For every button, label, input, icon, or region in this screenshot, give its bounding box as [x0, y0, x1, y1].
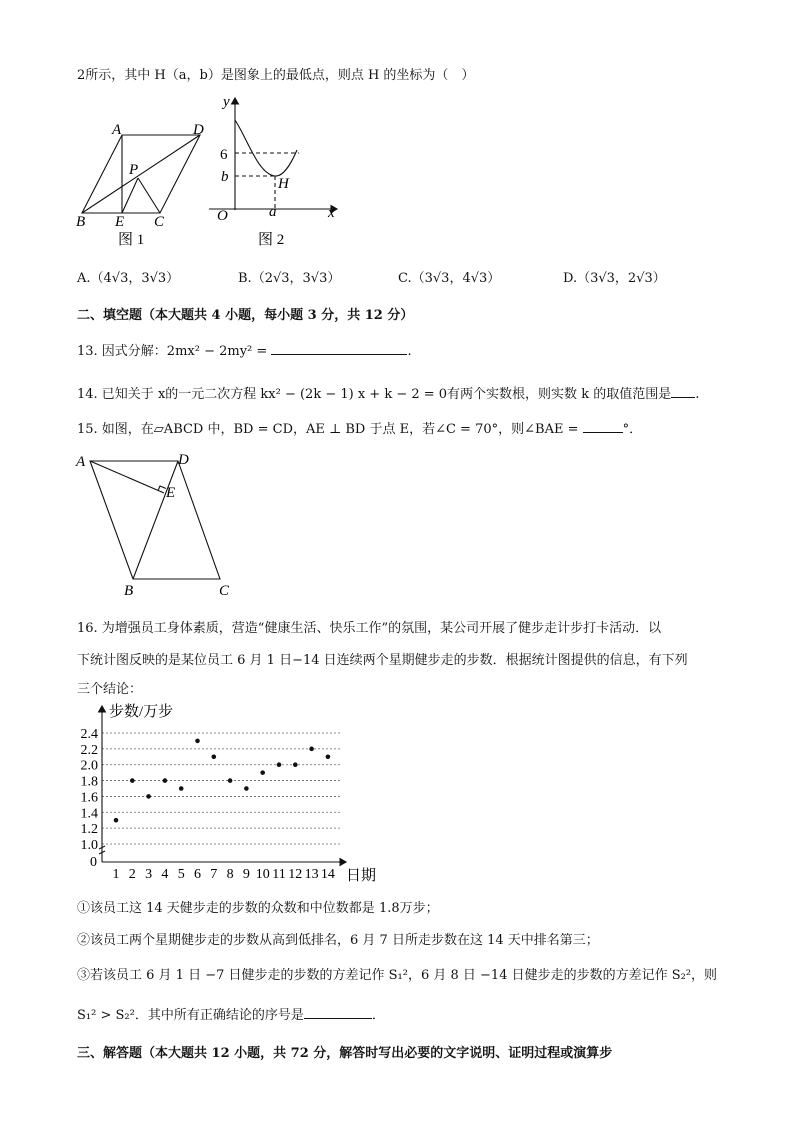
question-15-text: 15. 如图，在▱ABCD 中，BD = CD，AE ⊥ BD 于点 E，若∠C = 70°，则∠BAE = — [77, 422, 579, 437]
option-a-text: （4√3，3√3） — [90, 271, 180, 286]
data-point — [293, 762, 298, 767]
option-a[interactable] — [77, 267, 179, 286]
conclusion-4-end: ． — [371, 1008, 385, 1023]
option-c-letter: C. — [398, 271, 412, 286]
y-tick-label: 1.8 — [80, 774, 98, 790]
x-tick-label: 2 — [128, 867, 136, 882]
x-tick-label: 13 — [304, 867, 319, 882]
x-tick-label: 9 — [242, 867, 250, 882]
q15-point-B-label: B — [124, 583, 134, 599]
conclusion-3: ③若该员工 6 月 1 日 −7 日健步走的步数的方差记作 S₁²，6 月 8 日 −14 日健步走的步数的方差记作 S₂²，则 — [77, 968, 718, 983]
chart-origin-label: 0 — [90, 855, 97, 870]
q15-point-D-label: D — [178, 452, 189, 468]
origin-label: O — [217, 208, 228, 224]
question-16-line-3: 三个结论： — [77, 682, 143, 697]
data-point — [309, 747, 314, 752]
data-point — [146, 794, 151, 799]
data-point — [212, 754, 217, 759]
x-tick-label: 6 — [194, 867, 201, 882]
option-b-letter: B. — [238, 271, 252, 286]
question-15-end: °． — [622, 422, 643, 437]
option-a-letter: A. — [77, 271, 91, 286]
section-2-title: 二、填空题（本大题共 4 小题，每小题 3 分，共 12 分） — [77, 308, 414, 323]
x-tick-label: 11 — [272, 867, 286, 882]
tick-b-label: b — [221, 169, 229, 185]
figure-15-parallelogram — [70, 448, 245, 600]
conclusion-4-text: S₁² > S₂²．其中所有正确结论的序号是 — [77, 1008, 304, 1023]
x-tick-label: 12 — [288, 867, 303, 882]
question-14 — [77, 383, 699, 402]
chart-x-label: 日期 — [346, 868, 377, 884]
y-tick-label: 2.0 — [80, 758, 98, 774]
answer-blank-13[interactable] — [271, 354, 407, 355]
chart-y-label: 步数/万步 — [109, 704, 174, 720]
option-d-letter: D. — [563, 271, 578, 286]
y-tick-label: 1.2 — [80, 822, 98, 838]
option-c-text: （3√3，4√3） — [411, 271, 501, 286]
x-tick-label: 7 — [210, 867, 218, 882]
question-15 — [77, 418, 642, 437]
point-E-label: E — [115, 214, 125, 230]
option-b[interactable] — [238, 267, 340, 286]
q15-point-C-label: C — [219, 583, 230, 599]
conclusion-4 — [77, 1004, 385, 1023]
x-axis-label: x — [328, 205, 335, 221]
data-point — [163, 778, 168, 783]
question-14-text: 14. 已知关于 x的一元二次方程 kx² − (2k − 1) x + k − 2 = 0有两个实数根，则实数 k 的取值范围是 — [77, 387, 672, 402]
question-12-text: 2所示，其中 H（a，b）是图象上的最低点，则点 H 的坐标为（ ） — [77, 68, 475, 83]
tick-6-label: 6 — [220, 147, 228, 163]
figure-2-caption: 图 2 — [258, 232, 285, 248]
point-A-label: A — [112, 122, 122, 138]
answer-blank-14[interactable] — [671, 397, 695, 398]
data-point — [130, 778, 135, 783]
q15-point-E-label: E — [166, 485, 176, 501]
question-16-line-2: 下统计图反映的是某位员工 6 月 1 日−14 日连续两个星期健步走的步数．根据统计图提供的信息，有下列 — [77, 653, 688, 668]
point-P-label: P — [129, 162, 139, 178]
option-b-text: （2√3，3√3） — [251, 271, 341, 286]
point-D-label: D — [193, 122, 204, 138]
question-13 — [77, 340, 412, 359]
y-tick-label: 1.4 — [80, 806, 98, 822]
answer-blank-15[interactable] — [583, 432, 623, 433]
data-point — [277, 762, 282, 767]
data-point — [114, 818, 119, 823]
conclusion-1: ①该员工这 14 天健步走的步数的众数和中位数都是 1.8万步； — [77, 901, 439, 916]
data-point — [326, 754, 331, 759]
point-C-label: C — [154, 214, 165, 230]
answer-blank-16[interactable] — [304, 1018, 372, 1019]
y-tick-label: 1.6 — [80, 790, 98, 806]
chart-gridlines — [102, 733, 340, 844]
data-point — [260, 770, 265, 775]
y-tick-label: 1.0 — [80, 838, 98, 853]
point-B-label: B — [76, 214, 86, 230]
figure-1-caption: 图 1 — [118, 232, 145, 248]
x-tick-label: 8 — [226, 867, 234, 882]
y-tick-label: 2.2 — [80, 742, 98, 758]
conclusion-2: ②该员工两个星期健步走的步数从高到低排名，6 月 7 日所走步数在这 14 天中排名第三； — [77, 933, 599, 948]
option-d[interactable] — [563, 267, 666, 286]
step-count-scatter-chart — [68, 700, 388, 890]
q15-point-A-label: A — [76, 454, 86, 470]
x-tick-label: 5 — [177, 867, 185, 882]
x-tick-label: 14 — [320, 867, 335, 882]
x-tick-label: 3 — [145, 867, 153, 882]
question-16-line-1: 16. 为增强员工身体素质，营造“健康生活、快乐工作”的氛围，某公司开展了健步走计步打卡活动．以 — [77, 621, 662, 636]
question-13-end: . — [407, 344, 412, 359]
x-tick-label: 10 — [255, 867, 270, 882]
y-axis-label: y — [223, 94, 230, 110]
option-c[interactable] — [398, 267, 500, 286]
figure-1-parallelogram — [70, 118, 210, 250]
question-13-text: 13. 因式分解：2mx² − 2my² = — [77, 344, 268, 359]
data-point — [179, 786, 184, 791]
x-tick-label: 4 — [161, 867, 169, 882]
y-tick-label: 2.4 — [80, 727, 98, 742]
point-H-label: H — [278, 176, 289, 192]
section-3-title: 三、解答题（本大题共 12 小题，共 72 分，解答时写出必要的文字说明、证明过程或演算步 — [77, 1046, 613, 1061]
data-point — [228, 778, 233, 783]
x-tick-label: 1 — [112, 867, 120, 882]
option-d-text: （3√3，2√3） — [577, 271, 666, 286]
tick-a-label: a — [269, 204, 277, 220]
data-point — [195, 739, 200, 744]
question-14-end: . — [695, 387, 700, 402]
data-point — [244, 786, 249, 791]
figure-2-graph — [203, 92, 343, 250]
